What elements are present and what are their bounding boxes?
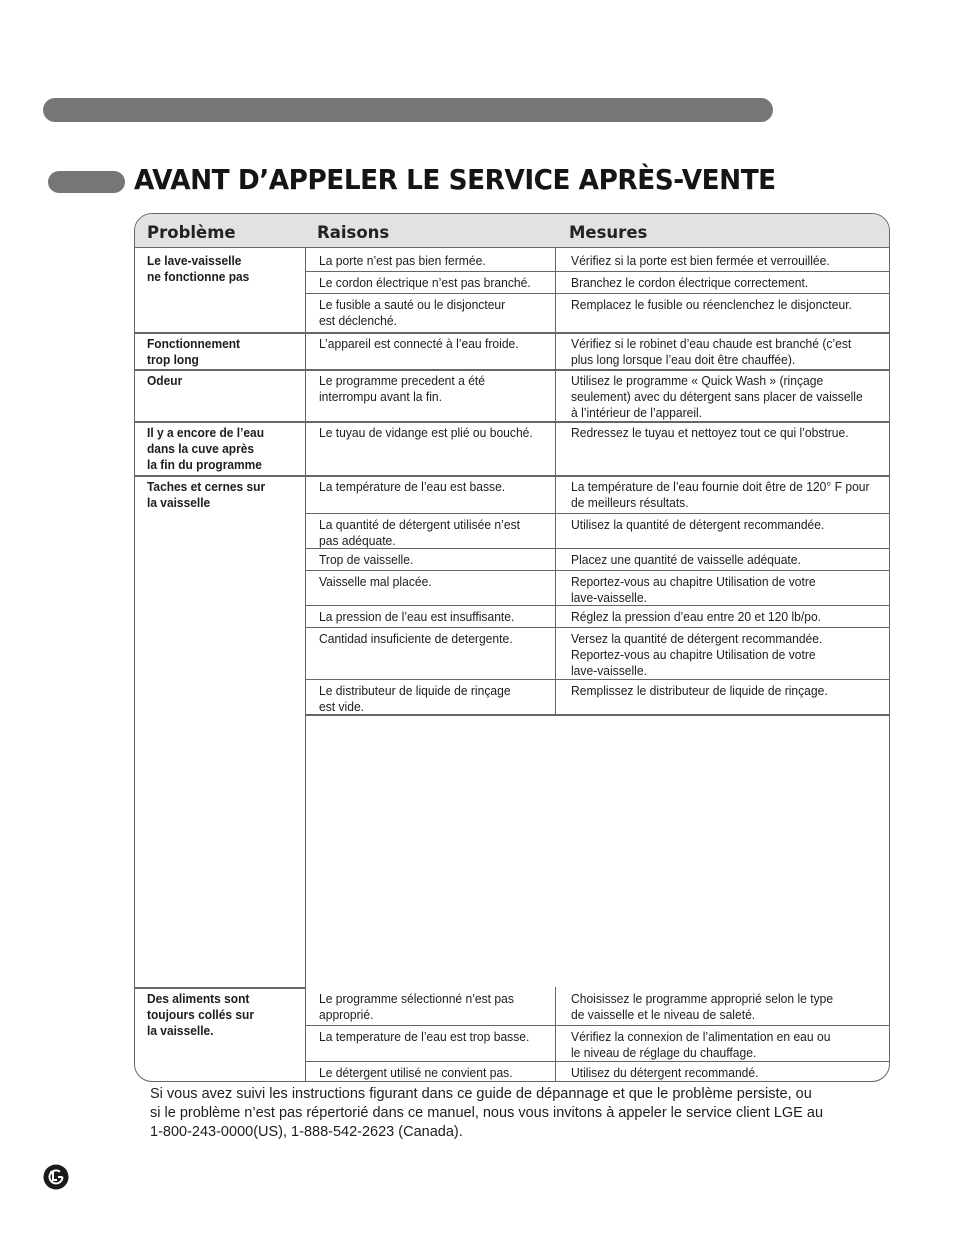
measure-cell [571, 683, 828, 699]
problem-cell [147, 253, 249, 285]
reason-cell-line: La temperature de l’eau est trop basse. [319, 1029, 530, 1044]
footer-note [150, 1085, 880, 1142]
measure-cell-line: Versez la quantité de détergent recommandée. [571, 631, 823, 646]
table-rule [305, 248, 306, 1082]
measure-cell-line: de meilleurs résultats. [571, 495, 689, 510]
measure-cell-line: seulement) avec du détergent sans placer de vaisselle [571, 389, 863, 404]
reason-cell-line: Le programme sélectionné n’est pas [319, 991, 514, 1006]
problem-cell-line: Le lave-vaisselle [147, 253, 242, 268]
problem-cell-line: la vaisselle. [147, 1023, 214, 1038]
page-title: AVANT D’APPELER LE SERVICE APRÈS-VENTE [134, 163, 776, 196]
reason-cell [319, 275, 531, 291]
table-rule [305, 475, 890, 477]
reason-cell-line: Le détergent utilisé ne convient pas. [319, 1065, 513, 1080]
reason-cell-line: Le cordon électrique n’est pas branché. [319, 275, 531, 290]
measure-cell-line: Utilisez la quantité de détergent recommandée. [571, 517, 825, 532]
reason-cell [319, 253, 486, 269]
measure-cell-line: de vaisselle et le niveau de saleté. [571, 1007, 756, 1022]
table-rule [305, 679, 890, 680]
top-decorative-bar [43, 98, 773, 122]
reason-cell-line: La porte n’est pas bien fermée. [319, 253, 486, 268]
reason-cell [319, 479, 505, 495]
table-rule [305, 271, 890, 272]
table-rule [135, 421, 305, 423]
troubleshooting-table [134, 213, 890, 1082]
reason-cell [319, 425, 533, 441]
measure-cell [571, 297, 852, 313]
reason-cell-line: Le fusible a sauté ou le disjoncteur [319, 297, 506, 312]
problem-cell-line: la vaisselle [147, 495, 211, 510]
lg-logo-icon [43, 1164, 69, 1190]
measure-cell [571, 336, 851, 368]
problem-cell [147, 336, 240, 368]
measure-cell-line: Placez une quantité de vaisselle adéquate. [571, 552, 801, 567]
table-rule [305, 1061, 890, 1062]
measure-cell [571, 991, 833, 1023]
problem-cell-line: Taches et cernes sur [147, 479, 266, 494]
table-rule [305, 513, 890, 514]
table-rule [135, 987, 305, 989]
table-rule [305, 627, 890, 628]
reason-cell [319, 373, 485, 405]
reason-cell-line: La pression de l’eau est insuffisante. [319, 609, 515, 624]
measure-cell [571, 552, 801, 568]
table-rule [135, 475, 305, 477]
reason-cell [319, 683, 511, 715]
reason-cell [319, 297, 505, 329]
measure-cell [571, 1029, 830, 1061]
reason-cell-line: interrompu avant la fin. [319, 389, 442, 404]
problem-cell-line: dans la cuve après [147, 441, 255, 456]
measure-cell [571, 275, 808, 291]
problem-cell-line: trop long [147, 352, 199, 367]
measure-cell-line: Réglez la pression d’eau entre 20 et 120 lb/po. [571, 609, 822, 624]
reason-cell-line: Trop de vaisselle. [319, 552, 414, 567]
table-rule [555, 248, 556, 714]
measure-cell-line: Remplacez le fusible ou réenclenchez le disjoncteur. [571, 297, 852, 312]
reason-cell-line: La température de l’eau est basse. [319, 479, 506, 494]
measure-cell-line: Reportez-vous au chapitre Utilisation de votre [571, 574, 816, 589]
table-rule [135, 369, 305, 371]
reason-cell-line: approprié. [319, 1007, 374, 1022]
footer-line: si le problème n’est pas répertorié dans ce manuel, nous vous invitons à appeler le service client LGE au [150, 1105, 824, 1121]
measure-cell-line: Vérifiez si le robinet d’eau chaude est branché (c’est [571, 336, 852, 351]
measure-cell [571, 479, 870, 511]
reason-cell-line: L’appareil est connecté à l’eau froide. [319, 336, 519, 351]
footer-line: Si vous avez suivi les instructions figurant dans ce guide de dépannage et que le problème persiste, ou [150, 1086, 812, 1102]
table-rule [305, 1025, 890, 1026]
problem-cell-line: la fin du programme [147, 457, 262, 472]
problem-cell-line: Fonctionnement [147, 336, 241, 351]
measure-cell-line: Remplissez le distributeur de liquide de rinçage. [571, 683, 828, 698]
problem-cell [147, 373, 182, 389]
reason-cell-line: Le tuyau de vidange est plié ou bouché. [319, 425, 533, 440]
problem-cell-line: toujours collés sur [147, 1007, 255, 1022]
table-rule [305, 570, 890, 571]
reason-cell [319, 991, 514, 1023]
reason-cell [319, 574, 432, 590]
header-reasons: Raisons [317, 223, 390, 242]
reason-cell-line: Cantidad insuficiente de detergente. [319, 631, 513, 646]
header-problem: Problème [147, 223, 236, 242]
table-rule [305, 332, 890, 334]
table-rule [305, 369, 890, 371]
measure-cell-line: Vérifiez la connexion de l’alimentation en eau ou [571, 1029, 831, 1044]
measure-cell-line: Utilisez le programme « Quick Wash » (rinçage [571, 373, 824, 388]
reason-cell [319, 1029, 529, 1045]
reason-cell [319, 631, 513, 647]
problem-cell-line: Des aliments sont [147, 991, 250, 1006]
reason-cell-line: Le programme precedent a été [319, 373, 486, 388]
measure-cell-line: Vérifiez si la porte est bien fermée et verrouillée. [571, 253, 830, 268]
measure-cell [571, 517, 824, 533]
reason-cell-line: pas adéquate. [319, 533, 396, 548]
table-rule [305, 293, 890, 294]
measure-cell-line: La température de l’eau fournie doit être de 120° F pour [571, 479, 870, 494]
measure-cell-line: le niveau de réglage du chauffage. [571, 1045, 757, 1060]
measure-cell-line: plus long lorsque l’eau doit être chauffée). [571, 352, 796, 367]
table-header [135, 214, 889, 248]
reason-cell [319, 552, 413, 568]
measure-cell [571, 574, 816, 606]
measure-cell [571, 253, 830, 269]
measure-cell-line: lave-vaisselle. [571, 590, 647, 605]
reason-cell [319, 336, 519, 352]
measure-cell-line: à l’intérieur de l’appareil. [571, 405, 703, 420]
table-rule [555, 987, 556, 1082]
problem-cell [147, 425, 264, 473]
header-measures: Mesures [569, 223, 648, 242]
problem-cell [147, 479, 265, 511]
measure-cell-line: lave-vaisselle. [571, 663, 647, 678]
measure-cell-line: Redressez le tuyau et nettoyez tout ce qui l’obstrue. [571, 425, 849, 440]
measure-cell-line: Branchez le cordon électrique correctement. [571, 275, 809, 290]
table-rule [135, 332, 305, 334]
table-rule [305, 421, 890, 423]
measure-cell-line: Choisissez le programme approprié selon le type [571, 991, 834, 1006]
measure-cell [571, 425, 849, 441]
measure-cell [571, 609, 821, 625]
reason-cell-line: Le distributeur de liquide de rinçage [319, 683, 511, 698]
problem-cell-line: ne fonctionne pas [147, 269, 250, 284]
reason-cell [319, 1065, 513, 1081]
measure-cell-line: Reportez-vous au chapitre Utilisation de votre [571, 647, 816, 662]
reason-cell-line: est déclenché. [319, 313, 397, 328]
problem-cell-line: Odeur [147, 373, 183, 388]
problem-cell-line: Il y a encore de l’eau [147, 425, 264, 440]
reason-cell-line: est vide. [319, 699, 365, 714]
reason-cell [319, 517, 520, 549]
measure-cell [571, 1065, 758, 1081]
measure-cell [571, 373, 863, 421]
footer-line: 1-800-243-0000(US), 1-888-542-2623 (Canada). [150, 1124, 463, 1140]
reason-cell-line: La quantité de détergent utilisée n’est [319, 517, 520, 532]
title-pill-decoration [48, 171, 125, 193]
measure-cell-line: Utilisez du détergent recommandé. [571, 1065, 759, 1080]
problem-cell [147, 991, 254, 1039]
reason-cell-line: Vaisselle mal placée. [319, 574, 432, 589]
reason-cell [319, 609, 514, 625]
measure-cell [571, 631, 822, 679]
